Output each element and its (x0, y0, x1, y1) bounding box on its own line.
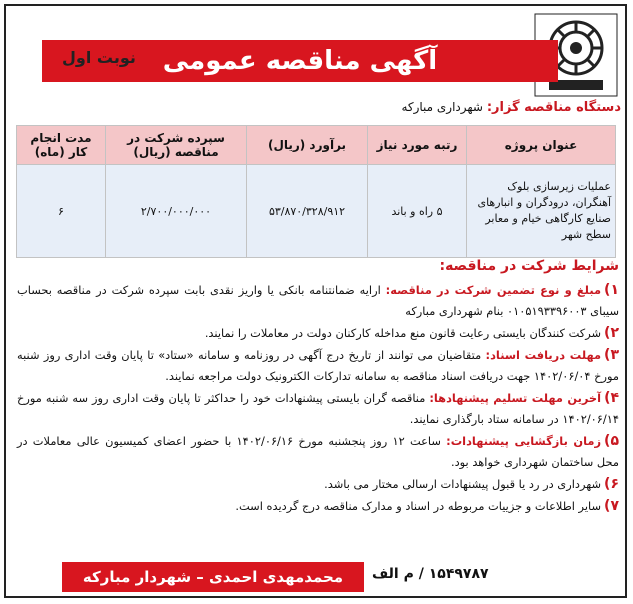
condition-item (17, 388, 619, 430)
condition-number: ۳) (604, 347, 619, 363)
condition-text: سایر اطلاعات و جزییات مربوطه در اسناد و مدارک مناقصه درج گردیده است. (235, 499, 602, 513)
cell-rank: ۵ راه و باند (368, 165, 467, 258)
condition-key: آخرین مهلت تسلیم پیشنهادها: (429, 391, 602, 405)
condition-text: مناقصه گران بایستی پیشنهادات خود را حداکثر تا پایان وقت اداری روز سه شنبه مورخ ۱۴۰۲/۰۶/۱۴ در سامانه ستاد بارگذاری نمایند. (17, 391, 619, 426)
condition-item (17, 345, 619, 387)
condition-key: مهلت دریافت اسناد: (485, 348, 602, 362)
condition-text: متقاضیان می توانند از تاریخ درج آگهی در روزنامه و سامانه «ستاد» تا پایان وقت اداری روز شنبه مورخ ۱۴۰۲/۰۶/۰۴ جهت دریافت اسناد مناقصه به سامانه تدارکات الکترونیک دولت مراجعه نمایند. (17, 348, 619, 383)
cell-project: عملیات زیرسازی بلوک آهنگران، درودگران و انبارهای صنایع کارگاهی خیام و معابر سطح شهر (467, 165, 616, 258)
condition-item (17, 323, 619, 344)
col-deposit: سپرده شرکت در مناقصه (ریال) (106, 126, 247, 165)
condition-text: ارایه ضمانتنامه بانکی یا واریز نقدی بابت سپرده شرکت در مناقصه بحساب سیبای ۰۱۰۵۱۹۳۳۹۶۰۰۳ بنام شهرداری مبارکه (17, 283, 619, 318)
organizer-line (401, 100, 621, 115)
condition-text: ساعت ۱۲ روز پنجشنبه مورخ ۱۴۰۲/۰۶/۱۶ با حضور اعضای کمیسیون عالی معاملات در محل ساختمان شهرداری خواهد بود. (17, 434, 619, 469)
condition-item (17, 496, 619, 517)
col-project: عنوان پروژه (467, 126, 616, 165)
col-duration: مدت انجام کار (ماه) (17, 126, 106, 165)
condition-number: ۵) (604, 433, 619, 449)
round-label: نوبت اول (62, 48, 136, 67)
mayor-signature: محمدمهدی احمدی – شهردار مبارکه (62, 562, 364, 592)
condition-number: ۶) (604, 476, 619, 492)
condition-item (17, 474, 619, 495)
condition-text: شهرداری در رد یا قبول پیشنهادات ارسالی مختار می باشد. (324, 477, 602, 491)
condition-key: مبلغ و نوع تضمین شرکت در مناقصه: (385, 283, 602, 297)
condition-key: زمان بازگشایی پیشنهادات: (446, 434, 602, 448)
condition-item (17, 431, 619, 473)
condition-number: ۴) (604, 390, 620, 406)
conditions-list (17, 280, 619, 518)
cell-deposit: ۲/۷۰۰/۰۰۰/۰۰۰ (106, 165, 247, 258)
condition-number: ۲) (604, 325, 619, 341)
cell-duration: ۶ (17, 165, 106, 258)
condition-number: ۷) (604, 498, 619, 514)
condition-number: ۱) (604, 282, 619, 298)
notice-code: ۱۵۴۹۷۸۷ / م الف (372, 566, 489, 582)
condition-text: شرکت کنندگان بایستی رعایت قانون منع مداخله کارکنان دولت در معاملات را نمایند. (204, 326, 602, 340)
cell-estimate: ۵۳/۸۷۰/۳۲۸/۹۱۲ (247, 165, 368, 258)
tender-table (16, 125, 616, 258)
notice-title: آگهی مناقصه عمومی (42, 40, 558, 82)
conditions-title: شرایط شرکت در مناقصه: (439, 258, 619, 274)
condition-item (17, 280, 619, 322)
col-estimate: برآورد (ریال) (247, 126, 368, 165)
col-rank: رتبه مورد نیاز (368, 126, 467, 165)
table-header-row (17, 126, 616, 165)
organizer-value: شهرداری مبارکه (401, 100, 483, 114)
organizer-label: دستگاه مناقصه گزار: (486, 100, 621, 115)
table-row (17, 165, 616, 258)
